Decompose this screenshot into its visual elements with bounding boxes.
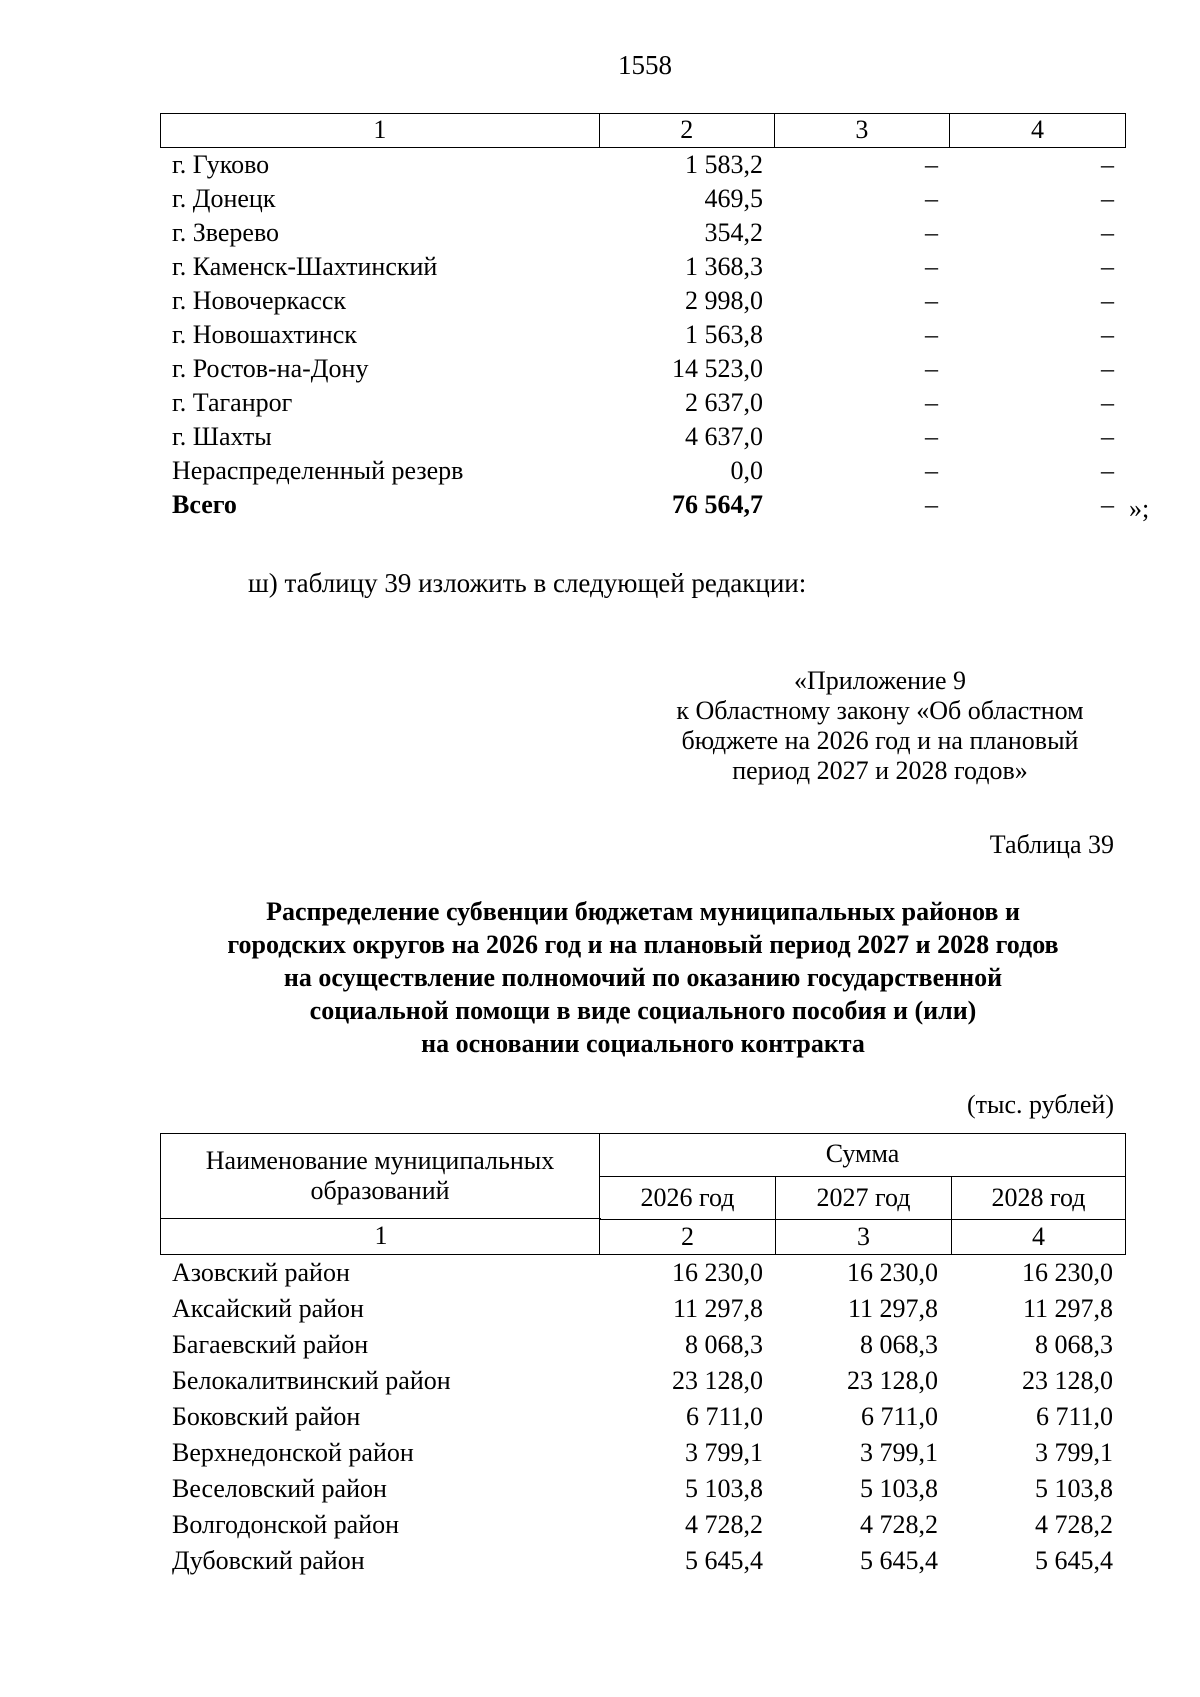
name-header-line: образований <box>310 1176 450 1205</box>
column-index-1: 1 <box>373 115 387 144</box>
total-value-2028: – <box>1101 490 1114 519</box>
appendix-line: «Приложение 9 <box>793 666 967 695</box>
table-row <box>160 284 1126 318</box>
table-row <box>160 1471 1126 1507</box>
row-value-col4: – <box>1101 320 1114 349</box>
row-value-col2: 4 728,2 <box>685 1510 763 1539</box>
title-line: на основании социального контракта <box>421 1029 865 1058</box>
row-value-col3: 4 728,2 <box>860 1510 938 1539</box>
appendix-line: период 2027 и 2028 годов» <box>732 756 1028 785</box>
row-value-col2: 2 637,0 <box>685 388 763 417</box>
table-label: Таблица 39 <box>989 830 1114 859</box>
column-index-4: 4 <box>949 114 1125 147</box>
column-index-1: 1 <box>161 1218 601 1253</box>
row-name: г. Шахты <box>172 422 272 451</box>
title-line: городских округов на 2026 год и на плановый период 2027 и 2028 годов <box>227 930 1059 959</box>
table-row <box>160 1291 1126 1327</box>
column-index-2: 2 <box>599 114 774 147</box>
row-value-col4: – <box>1101 354 1114 383</box>
row-value-col4: 3 799,1 <box>1035 1438 1113 1467</box>
table-row <box>160 318 1126 352</box>
appendix-line: к Областному закону «Об областном <box>676 696 1084 725</box>
table-row <box>160 386 1126 420</box>
table-continuation <box>160 113 1126 522</box>
row-value-col4: – <box>1101 218 1114 247</box>
row-value-col2: 1 368,3 <box>685 252 763 281</box>
unit-label: (тыс. рублей) <box>966 1090 1114 1119</box>
row-value-col2: 1 563,8 <box>685 320 763 349</box>
year-headers <box>600 1177 1125 1220</box>
row-name: Боковский район <box>172 1402 361 1431</box>
name-header-line: Наименование муниципальных <box>205 1146 555 1175</box>
row-value-col2: 14 523,0 <box>672 354 763 383</box>
row-value-col4: – <box>1101 456 1114 485</box>
row-value-col2: 16 230,0 <box>672 1258 763 1287</box>
row-value-col2: 5 645,4 <box>685 1546 763 1575</box>
row-value-col2: 23 128,0 <box>672 1366 763 1395</box>
row-value-col3: – <box>925 320 938 349</box>
column-index-2: 2 <box>681 1222 694 1251</box>
table-row <box>160 1327 1126 1363</box>
row-value-col3: 23 128,0 <box>847 1366 938 1395</box>
table-row <box>160 1507 1126 1543</box>
column-index-4: 4 <box>951 1220 1125 1254</box>
row-value-col3: – <box>925 184 938 213</box>
table-header-row <box>160 113 1126 148</box>
row-value-col4: 8 068,3 <box>1035 1330 1113 1359</box>
row-name: г. Зверево <box>172 218 280 247</box>
row-value-col2: 1 583,2 <box>685 150 763 179</box>
table-row <box>160 1435 1126 1471</box>
row-value-col2: 11 297,8 <box>672 1294 763 1323</box>
row-value-col3: – <box>925 286 938 315</box>
row-value-col3: 3 799,1 <box>860 1438 938 1467</box>
row-value-col3: – <box>925 252 938 281</box>
sum-header-block <box>599 1134 1125 1254</box>
table-row <box>160 420 1126 454</box>
row-value-col2: 354,2 <box>704 218 763 247</box>
row-name: г. Каменск-Шахтинский <box>172 252 438 281</box>
total-row <box>160 488 1126 522</box>
table-header <box>160 1133 1126 1255</box>
row-value-col2: 4 637,0 <box>685 422 763 451</box>
row-value-col4: – <box>1101 184 1114 213</box>
quote-close: »; <box>1129 494 1150 523</box>
column-index-3: 3 <box>774 114 949 147</box>
row-value-col3: 11 297,8 <box>847 1294 938 1323</box>
year-2027-header: 2027 год <box>775 1177 951 1219</box>
table-row <box>160 454 1126 488</box>
row-value-col3: – <box>925 388 938 417</box>
table-body <box>160 1255 1126 1579</box>
row-value-col4: 23 128,0 <box>1022 1366 1113 1395</box>
row-value-col3: – <box>925 150 938 179</box>
table-row <box>160 182 1126 216</box>
page-number: 1558 <box>618 50 672 80</box>
subvention-table <box>160 1133 1126 1579</box>
table-row <box>160 1255 1126 1291</box>
table-row <box>160 352 1126 386</box>
row-value-col3: 16 230,0 <box>847 1258 938 1287</box>
row-value-col3: 5 103,8 <box>860 1474 938 1503</box>
title-line: Распределение субвенции бюджетам муниципальных районов и <box>266 897 1020 926</box>
total-label: Всего <box>172 490 237 519</box>
row-value-col4: – <box>1101 252 1114 281</box>
row-value-col4: – <box>1101 388 1114 417</box>
row-value-col3: 8 068,3 <box>860 1330 938 1359</box>
row-value-col4: 6 711,0 <box>1035 1402 1113 1431</box>
appendix-block <box>630 666 1130 786</box>
row-value-col3: 5 645,4 <box>860 1546 938 1575</box>
row-name: Веселовский район <box>172 1474 387 1503</box>
row-value-col4: 16 230,0 <box>1022 1258 1113 1287</box>
row-value-col2: 469,5 <box>704 184 763 213</box>
column-index-3: 3 <box>775 1220 951 1254</box>
year-2026-header: 2026 год <box>640 1183 735 1212</box>
row-value-col3: – <box>925 218 938 247</box>
row-value-col2: 3 799,1 <box>685 1438 763 1467</box>
table-row <box>160 1363 1126 1399</box>
row-name: г. Ростов-на-Дону <box>172 354 369 383</box>
row-value-col2: 8 068,3 <box>685 1330 763 1359</box>
amendment-paragraph: ш) таблицу 39 изложить в следующей редакции: <box>248 568 807 598</box>
row-value-col3: – <box>925 456 938 485</box>
title-line: социальной помощи в виде социального пособия и (или) <box>309 996 977 1025</box>
row-name: Нераспределенный резерв <box>172 456 464 485</box>
row-value-col4: 5 103,8 <box>1035 1474 1113 1503</box>
appendix-line: бюджете на 2026 год и на плановый <box>681 726 1079 755</box>
row-name: Азовский район <box>172 1258 350 1287</box>
total-value-2027: – <box>925 490 938 519</box>
row-name: г. Новошахтинск <box>172 320 357 349</box>
row-name: г. Гуково <box>172 150 270 179</box>
table-row <box>160 148 1126 182</box>
row-value-col2: 0,0 <box>730 456 763 485</box>
table-row <box>160 216 1126 250</box>
title-line: на осуществление полномочий по оказанию государственной <box>283 963 1003 992</box>
row-name: Волгодонской район <box>172 1510 400 1539</box>
total-value-2026: 76 564,7 <box>672 490 763 519</box>
row-name: г. Донецк <box>172 184 276 213</box>
column-indexes <box>600 1220 1125 1254</box>
row-name: Верхнедонской район <box>172 1438 414 1467</box>
row-value-col2: 5 103,8 <box>685 1474 763 1503</box>
row-value-col2: 6 711,0 <box>685 1402 763 1431</box>
row-name: Багаевский район <box>172 1330 369 1359</box>
row-value-col2: 2 998,0 <box>685 286 763 315</box>
row-value-col4: – <box>1101 286 1114 315</box>
row-value-col3: – <box>925 422 938 451</box>
table-row <box>160 1399 1126 1435</box>
row-value-col4: – <box>1101 422 1114 451</box>
row-name: г. Новочеркасск <box>172 286 347 315</box>
table-title <box>160 895 1126 1060</box>
sum-header: Сумма <box>600 1134 1125 1177</box>
row-value-col4: – <box>1101 150 1114 179</box>
row-name: г. Таганрог <box>172 388 293 417</box>
row-name: Белокалитвинский район <box>172 1366 451 1395</box>
table-row <box>160 1543 1126 1579</box>
row-value-col3: 6 711,0 <box>860 1402 938 1431</box>
row-value-col3: – <box>925 354 938 383</box>
row-value-col4: 11 297,8 <box>1022 1294 1113 1323</box>
row-name: Дубовский район <box>172 1546 365 1575</box>
row-value-col4: 5 645,4 <box>1035 1546 1113 1575</box>
row-value-col4: 4 728,2 <box>1035 1510 1113 1539</box>
year-2028-header: 2028 год <box>951 1177 1125 1219</box>
table-body <box>160 148 1126 488</box>
table-row <box>160 250 1126 284</box>
row-name: Аксайский район <box>172 1294 364 1323</box>
